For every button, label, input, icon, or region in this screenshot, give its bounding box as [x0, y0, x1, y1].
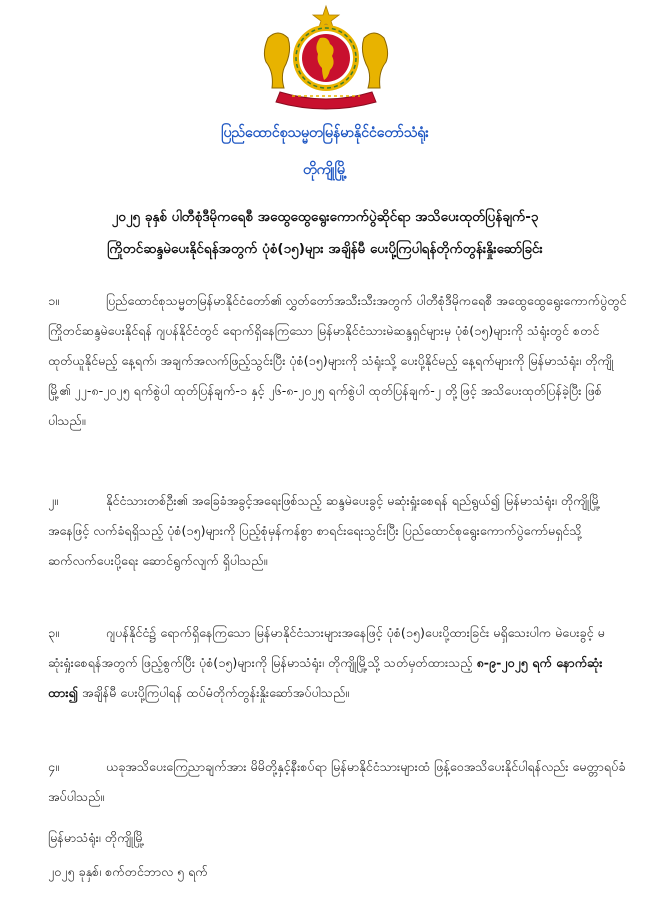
paragraph-text: ဂျပန်နိုင်ငံ၌ ရောက်ရှိနေကြသော မြန်မာနိုင်ငံသားများအနေဖြင့် ပုံစံ(၁၅)ပေးပို့ထားခြင်း မရှိသေးပါက မဲပေးခွင့် မဆုံးရှုံးစေရန်အတွက် ဖြည့်စွက်ပြီး ပုံစံ(၁၅)များကို မြန်မာသံရုံး၊ တိုကျိုမြို့သို့ သတ်မှတ်ထားသည့် [48, 625, 605, 670]
paragraph-4 [48, 752, 630, 812]
city-heading: တိုကျိုမြို့ [302, 162, 348, 178]
paragraph-number: ၃။ [48, 625, 59, 640]
state-emblem-icon [262, 4, 390, 110]
document-title-line1: ၂၀၂၅ ခုနှစ် ပါတီစုံဒီမိုကရေစီ အထွေထွေရွေးကောက်ပွဲဆိုင်ရာ အသိပေးထုတ်ပြန်ချက်-၃ [111, 209, 539, 225]
document-title-line2: ကြိုတင်ဆန္ဒမဲပေးနိုင်ရန်အတွက် ပုံစံ(၁၅)များ အချိန်မီ ပေးပို့ကြပါရန်တိုက်တွန်းနှိုးဆော်ခြင်း [107, 241, 543, 257]
paragraph-text-after: အချိန်မီ ပေးပို့ကြပါရန် ထပ်မံတိုက်တွန်းနှိုးဆော်အပ်ပါသည်။ [77, 685, 350, 700]
paragraph-text: ယခုအသိပေးကြေညာချက်အား မိမိတို့နှင့်နီးစပ်ရာ မြန်မာနိုင်ငံသားများထံ ဖြန့်ဝေအသိပေးနိုင်ပါရန်လည်း မေတ္တာရပ်ခံအပ်ပါသည်။ [48, 759, 626, 804]
paragraph-number: ၄။ [48, 759, 59, 774]
paragraph-number: ၂။ [48, 493, 58, 508]
paragraph-2 [48, 486, 630, 576]
signature-date: ၂၀၂၅ ခုနှစ်၊ စက်တင်ဘာလ ၅ ရက် [48, 864, 208, 879]
paragraph-1 [48, 286, 630, 436]
paragraph-number: ၁။ [48, 293, 59, 308]
deadline-emphasis: ၈-၉-၂၀၂၅ ရက် နောက်ဆုံးထား၍ [48, 655, 603, 700]
paragraph-text: ပြည်ထောင်စုသမ္မတမြန်မာနိုင်ငံတော်၏ လွှတ်တော်အသီးသီးအတွက် ပါတီစုံဒီမိုကရေစီ အထွေထွေရွေးကောက်ပွဲတွင် ကြိုတင်ဆန္ဒမဲပေးနိုင်ရန် ဂျပန်နိုင်ငံတွင် ရောက်ရှိနေကြသော မြန်မာနိုင်ငံသားမဲဆန္ဒရှင်များမှ ပုံစံ(၁၅)များကို သံရုံးတွင် စတင်ထုတ်ယူနိုင်မည့် နေ့ရက်၊ အချက်အလက်ဖြည့်သွင်းပြီး ပုံစံ(၁၅)များကို သံရုံးသို့ ပေးပို့နိုင်မည့် နေ့ရက်များကို မြန်မာသံရုံး၊ တိုကျိုမြို့၏ ၂၂-၈-၂၀၂၅ ရက်စွဲပါ ထုတ်ပြန်ချက်-၁ နှင့် ၂၆-၈-၂၀၂၅ ရက်စွဲပါ ထုတ်ပြန်ချက်-၂ တို့ဖြင့် အသိပေးထုတ်ပြန်ခဲ့ပြီး ဖြစ်ပါသည်။ [48, 293, 627, 428]
signature-issuer: မြန်မာသံရုံး၊ တိုကျိုမြို့ [48, 830, 145, 845]
paragraph-text: နိုင်ငံသားတစ်ဦး၏ အခြေခံအခွင့်အရေးဖြစ်သည့် ဆန္ဒမဲပေးခွင့် မဆုံးရှုံးစေရန် ရည်ရွယ်၍ မြန်မာသံရုံး၊ တိုကျိုမြို့အနေဖြင့် လက်ခံရရှိသည့် ပုံစံ(၁၅)များကို ပြည့်စုံမှန်ကန်စွာ စာရင်းရေးသွင်းပြီး ပြည်ထောင်စုရွေးကောက်ပွဲကော်မရှင်သို့ ဆက်လက်ပေးပို့ရေး ဆောင်ရွက်လျက် ရှိပါသည်။ [48, 493, 601, 568]
paragraph-3 [48, 618, 630, 708]
organization-heading: ပြည်ထောင်စုသမ္မတမြန်မာနိုင်ငံတော်သံရုံး [221, 125, 429, 141]
